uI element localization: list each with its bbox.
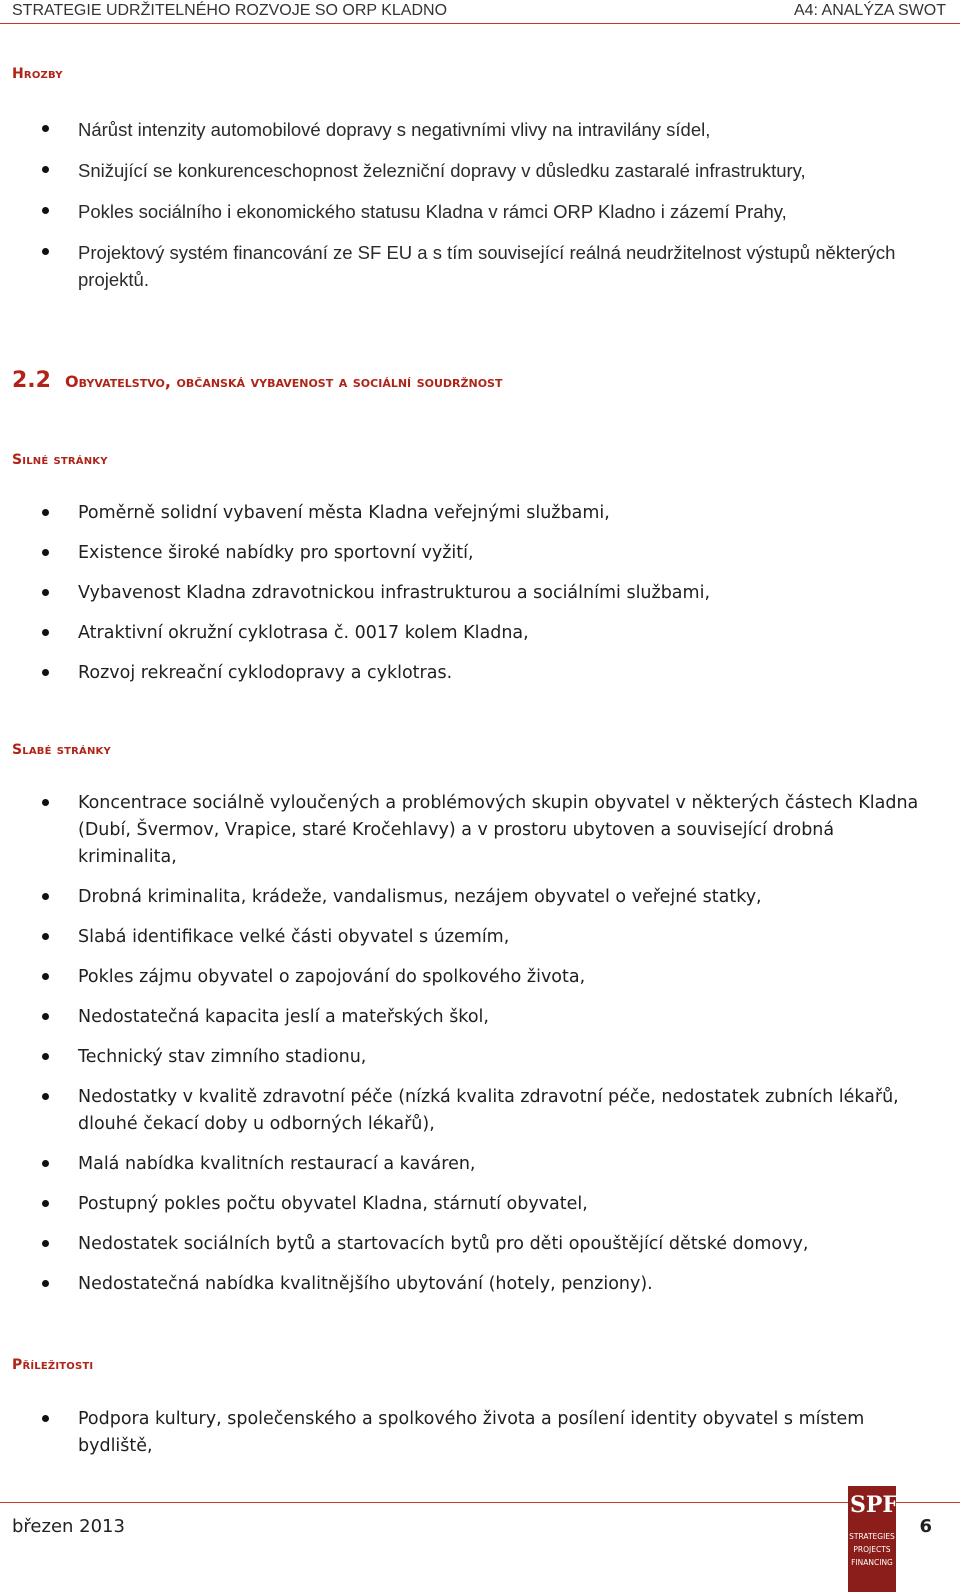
- threats-list: [0, 116, 940, 307]
- logo-line-strategies: STRATEGIES: [849, 1532, 895, 1541]
- list-item-text: Slabá identifikace velké části obyvatel s územím,: [78, 927, 510, 947]
- opportunity-item: [0, 1406, 940, 1460]
- list-item-text: Podpora kultury, společenského a spolkového života a posílení identity obyvatel s místem bydliště,: [78, 1409, 865, 1456]
- weakness-item: [0, 1271, 940, 1298]
- list-item-text: Poměrně solidní vybavení města Kladna veřejnými službami,: [78, 503, 610, 523]
- list-item-text: Vybavenost Kladna zdravotnickou infrastrukturou a sociálními službami,: [78, 583, 711, 603]
- threat-item: [0, 116, 940, 143]
- weakness-item: [0, 1151, 940, 1178]
- bullet-icon: [42, 1093, 49, 1100]
- list-item-text: Technický stav zimního stadionu,: [78, 1047, 367, 1067]
- list-item-text: Malá nabídka kvalitních restaurací a kaváren,: [78, 1154, 476, 1174]
- logo-line-projects: PROJECTS: [853, 1545, 891, 1554]
- bullet-icon: [42, 799, 49, 806]
- list-item-text: Projektový systém financování ze SF EU a s tím související reálná neudržitelnost výstupů některých projektů.: [78, 242, 896, 290]
- bullet-icon: [42, 1160, 49, 1167]
- list-item-text: Existence široké nabídky pro sportovní vyžití,: [78, 543, 474, 563]
- bullet-icon: [42, 248, 49, 255]
- strength-item: [0, 540, 940, 567]
- opportunities-list: [0, 1406, 940, 1473]
- list-item-text: Snižující se konkurenceschopnost železniční dopravy v důsledku zastaralé infrastruktury,: [78, 160, 806, 181]
- list-item-text: Pokles sociálního i ekonomického statusu Kladna v rámci ORP Kladno i zázemí Prahy,: [78, 201, 787, 222]
- list-item-text: Atraktivní okružní cyklotrasa č. 0017 kolem Kladna,: [78, 623, 529, 643]
- list-item-text: Drobná kriminalita, krádeže, vandalismus, nezájem obyvatel o veřejné statky,: [78, 887, 762, 907]
- strength-item: [0, 620, 940, 647]
- bullet-icon: [42, 973, 49, 980]
- bullet-icon: [42, 207, 49, 214]
- chapter-heading: [12, 368, 502, 393]
- bullet-icon: [42, 1415, 49, 1422]
- weakness-item: [0, 1191, 940, 1218]
- page-number: 6: [919, 1516, 932, 1537]
- strength-item: [0, 580, 940, 607]
- list-item-text: Koncentrace sociálně vyloučených a problémových skupin obyvatel v některých částech Kladna (Dubí, Švermov, Vrapice, staré Kročehlavy) a v prostoru ubytoven a související drobná kriminalita,: [78, 793, 919, 867]
- weakness-item: [0, 1004, 940, 1031]
- list-item-text: Postupný pokles počtu obyvatel Kladna, stárnutí obyvatel,: [78, 1194, 588, 1214]
- bullet-icon: [42, 166, 49, 173]
- list-item-text: Nedostatky v kvalitě zdravotní péče (nízká kvalita zdravotní péče, nedostatek zubních lékařů, dlouhé čekací doby u odborných lékařů),: [78, 1087, 899, 1134]
- bullet-icon: [42, 509, 49, 516]
- bullet-icon: [42, 1200, 49, 1207]
- header-section-title: A4: ANALÝZA SWOT: [793, 2, 946, 19]
- bullet-icon: [42, 1053, 49, 1060]
- weakness-item: [0, 924, 940, 951]
- list-item-text: Pokles zájmu obyvatel o zapojování do spolkového života,: [78, 967, 586, 987]
- strength-item: [0, 660, 940, 687]
- weakness-item: [0, 790, 940, 871]
- list-item-text: Nedostatečná kapacita jeslí a mateřských škol,: [78, 1007, 489, 1027]
- bullet-icon: [42, 549, 49, 556]
- weakness-item: [0, 1084, 940, 1138]
- bullet-icon: [42, 669, 49, 676]
- spf-logo: [848, 1486, 899, 1592]
- bullet-icon: [42, 933, 49, 940]
- threat-item: [0, 198, 940, 225]
- footer-date: březen 2013: [12, 1516, 125, 1537]
- threats-heading: Hrozby: [12, 66, 63, 82]
- strength-item: [0, 500, 940, 527]
- weaknesses-list: [0, 790, 940, 1311]
- bullet-icon: [42, 589, 49, 596]
- opportunities-heading: Příležitosti: [12, 1357, 94, 1373]
- strengths-list: [0, 500, 940, 700]
- threat-item: [0, 239, 940, 293]
- weakness-item: [0, 1231, 940, 1258]
- bullet-icon: [42, 893, 49, 900]
- header-rule: [0, 23, 960, 24]
- chapter-number: 2.2: [12, 368, 51, 393]
- threat-item: [0, 157, 940, 184]
- logo-words: [848, 1530, 896, 1569]
- footer-rule: [0, 1502, 960, 1503]
- weakness-item: [0, 884, 940, 911]
- header-document-title: STRATEGIE UDRŽITELNÉHO ROZVOJE SO ORP KLADNO: [12, 2, 448, 19]
- list-item-text: Nedostatečná nabídka kvalitnějšího ubytování (hotely, penziony).: [78, 1274, 653, 1294]
- bullet-icon: [42, 629, 49, 636]
- weakness-item: [0, 964, 940, 991]
- list-item-text: Rozvoj rekreační cyklodopravy a cyklotras.: [78, 663, 453, 683]
- list-item-text: Nárůst intenzity automobilové dopravy s negativními vlivy na intravilány sídel,: [78, 119, 711, 140]
- bullet-icon: [42, 1280, 49, 1287]
- page-header: [0, 0, 960, 22]
- weaknesses-heading: Slabé stránky: [12, 742, 111, 758]
- chapter-title: Obyvatelstvo, občanská vybavenost a sociální soudržnost: [64, 372, 503, 391]
- bullet-icon: [42, 125, 49, 132]
- bullet-icon: [42, 1013, 49, 1020]
- logo-line-financing: FINANCING: [851, 1558, 893, 1567]
- strengths-heading: Silné stránky: [12, 452, 108, 468]
- weakness-item: [0, 1044, 940, 1071]
- logo-mark: SPF: [850, 1492, 899, 1518]
- bullet-icon: [42, 1240, 49, 1247]
- list-item-text: Nedostatek sociálních bytů a startovacích bytů pro děti opouštějící dětské domovy,: [78, 1234, 809, 1254]
